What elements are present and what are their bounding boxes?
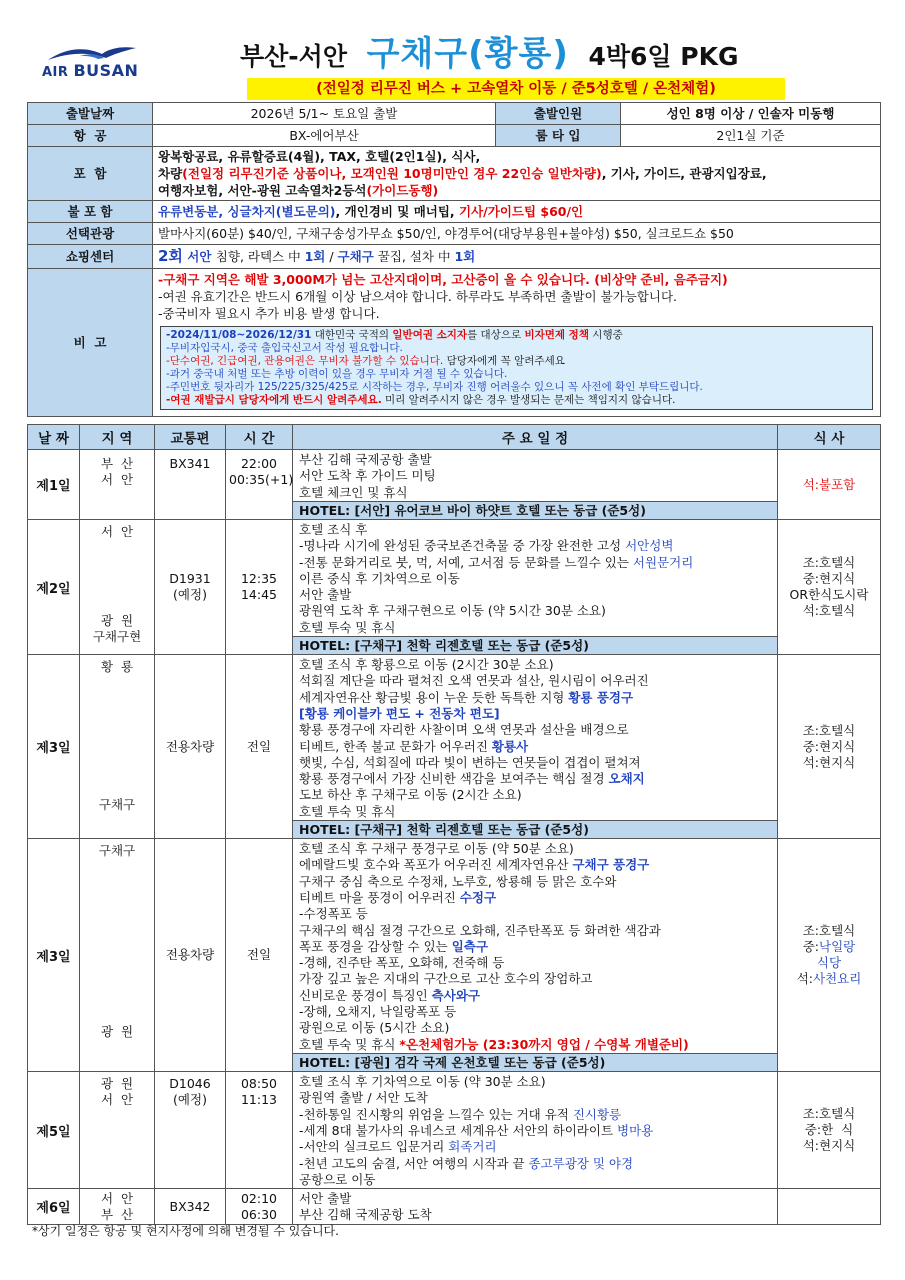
meal	[778, 839, 881, 1072]
itin-line: -장해, 오채지, 낙일랑폭포 등	[299, 1004, 457, 1020]
region-start: 구채구	[98, 843, 136, 859]
itin-line: 서안 출발	[299, 587, 352, 603]
time: 22:00 00:35(+1)	[226, 450, 293, 520]
depart-label: 출발날짜	[28, 103, 153, 125]
meal: 조:호텔식 중:한 식 석:현지식	[778, 1072, 881, 1189]
box-line-2: -무비자입국시, 중국 출입국신고서 작성 필요합니다.	[166, 342, 403, 354]
itin-line: 호텔 투숙 및 휴식 *온천체험가능 (23:30까지 영업 / 수영복 개별준비)	[299, 1036, 689, 1052]
time: 12:35 14:45	[226, 520, 293, 655]
day-label: 제2일	[28, 520, 80, 655]
box-line-4: -과거 중국내 처벌 또는 추방 이력이 있을 경우 무비자 거절 될 수 있습니다.	[166, 368, 508, 380]
region	[80, 839, 155, 1072]
incl-line-3: 여행자보험, 서안-광원 고속열차2등석(가이드동행)	[158, 183, 439, 198]
room-value: 2인1실 기준	[621, 125, 881, 147]
itin-line: 이른 중식 후 기차역으로 이동	[299, 570, 460, 586]
transport: D1931 (예정)	[155, 520, 226, 655]
itin-line: 구채구의 핵심 절경 구간으로 오화해, 진주탄폭포 등 화려한 색감과	[299, 922, 661, 938]
region-end: 구채구	[98, 797, 136, 813]
itin-line: 광원역 출발 / 서안 도착	[299, 1090, 428, 1106]
excl-value: 유류변동분, 싱글차지(별도문의), 개인경비 및 매너팁, 기사/가이드팁 $60/인	[153, 201, 881, 223]
meal-dinner: 석:사천요리	[796, 971, 862, 987]
itin-line: 가장 깊고 높은 지대의 구간으로 고산 호수의 장엄하고	[299, 971, 593, 987]
day-row	[28, 520, 881, 655]
title-pkg: 4박6일 PKG	[588, 42, 739, 71]
transport: BX341	[155, 450, 226, 520]
itinerary	[293, 520, 778, 655]
hotel-line: HOTEL: [광원] 검각 국제 온천호텔 또는 동급 (준5성)	[293, 1053, 777, 1071]
air-value: BX-에어부산	[153, 125, 496, 147]
day-row	[28, 839, 881, 1072]
region-end: 광 원 구채구현	[92, 613, 142, 644]
itin-line: 호텔 조식 후	[299, 522, 368, 537]
day-label: 제5일	[28, 1072, 80, 1189]
incl-label: 포 함	[28, 147, 153, 201]
note-value	[153, 269, 881, 417]
itin-line: 부산 김해 국제공항 출발	[299, 452, 432, 467]
day-row	[28, 1072, 881, 1189]
air-label: 항 공	[28, 125, 153, 147]
itin-line: 호텔 조식 후 기차역으로 이동 (약 30분 소요)	[299, 1074, 546, 1090]
itin-line: -경해, 진주탄 폭포, 오화해, 전죽해 등	[299, 955, 505, 971]
info-table	[27, 102, 881, 417]
meal-lunch: 중:낙일랑 식당	[802, 939, 856, 971]
col-transport: 교통편	[155, 425, 226, 450]
itin-line: -천년 고도의 숨결, 서안 여행의 시작과 끝 종고루광장 및 야경	[299, 1155, 634, 1171]
itinerary	[293, 655, 778, 839]
box-line-1: -2024/11/08~2026/12/31 대한민국 국적의 일반여권 소지자를 대상으로 비자면제 정책 시행중	[166, 329, 623, 341]
itin-line: 호텔 조식 후 황룡으로 이동 (2시간 30분 소요)	[299, 657, 554, 673]
hotel-line: HOTEL: [구채구] 천학 리젠호텔 또는 동급 (준5성)	[293, 820, 777, 838]
incl-line-2: 차량(전일정 리무진기준 상품이나, 모객인원 10명미만인 경우 22인승 일반차량), 기사, 가이드, 관광지입장료,	[158, 166, 767, 181]
excl-label: 불 포 함	[28, 201, 153, 223]
col-region: 지 역	[80, 425, 155, 450]
region	[80, 655, 155, 839]
itinerary	[293, 839, 778, 1072]
itin-line: 서안 도착 후 가이드 미팅	[299, 468, 436, 484]
meal: 조:호텔식 중:현지식 OR한식도시락 석:호텔식	[778, 520, 881, 655]
itin-line: 세계자연유산 황금빛 용이 누운 듯한 독특한 지형 황룡 풍경구	[299, 689, 634, 705]
itin-line: 부산 김해 국제공항 도착	[299, 1207, 432, 1223]
region: 서 안 부 산	[80, 1189, 155, 1225]
time: 전일	[226, 839, 293, 1072]
day-row	[28, 1189, 881, 1225]
note-line-2: -여권 유효기간은 반드시 6개월 이상 남으셔야 합니다. 하루라도 부족하면 출발이 불가능합니다.	[158, 289, 677, 304]
itin-line: 호텔 조식 후 구채구 풍경구로 이동 (약 50분 소요)	[299, 841, 574, 857]
footnote: *상기 일정은 항공 및 현지사정에 의해 변경될 수 있습니다.	[32, 1224, 339, 1238]
itin-line: 호텔 투숙 및 휴식	[299, 619, 396, 635]
itinerary	[293, 1072, 778, 1189]
transport: BX342	[155, 1189, 226, 1225]
title-main: 구채구(황룡)	[366, 34, 569, 74]
itinerary	[293, 1189, 778, 1225]
note-line-1: -구채구 지역은 해발 3,000M가 넘는 고산지대이며, 고산증이 올 수 있습니다. (비상약 준비, 음주금지)	[158, 272, 728, 287]
itin-line: 햇빛, 수심, 석회질에 따라 빛이 변하는 연못들이 겹겹이 펼쳐져	[299, 754, 641, 770]
time: 02:10 06:30	[226, 1189, 293, 1225]
col-day: 날 짜	[28, 425, 80, 450]
itin-line: 티베트, 한족 불교 문화가 어우러진 황룡사	[299, 738, 529, 754]
itin-line: 서안 출발	[299, 1191, 352, 1207]
itin-line: 황룡 풍경구에서 가장 신비한 색감을 보여주는 핵심 절경 오채지	[299, 771, 645, 787]
itin-line: 공항으로 이동	[299, 1171, 376, 1187]
depart-value: 2026년 5/1~ 토요일 출발	[153, 103, 496, 125]
pax-value: 성인 8명 이상 / 인솔자 미동행	[621, 103, 881, 125]
opt-value: 발마사지(60분) $40/인, 구채구송성가무쇼 $50/인, 야경투어(대당부용원+불야성) $50, 실크로드쇼 $50	[153, 223, 881, 245]
itin-line: -명나라 시기에 완성된 중국보존건축물 중 가장 완전한 고성 서안성벽	[299, 538, 674, 554]
time: 전일	[226, 655, 293, 839]
subtitle-banner: (전일정 리무진 버스 + 고속열차 이동 / 준5성호텔 / 온천체험)	[247, 78, 785, 100]
meal-breakfast: 조:호텔식	[802, 923, 856, 939]
itin-line: 광원역 도착 후 구채구현으로 이동 (약 5시간 30분 소요)	[299, 603, 606, 619]
itin-line: 호텔 투숙 및 휴식	[299, 803, 396, 819]
itin-line: 티베트 마을 풍경이 어우러진 수정구	[299, 889, 497, 905]
room-label: 룸 타 입	[496, 125, 621, 147]
shop-label: 쇼핑센터	[28, 245, 153, 269]
region-end: 광 원	[100, 1024, 134, 1040]
pax-label: 출발인원	[496, 103, 621, 125]
page-title	[240, 26, 840, 76]
visa-notice-box	[160, 326, 873, 410]
schedule-header-row	[28, 425, 881, 450]
title-route: 부산-서안	[240, 42, 347, 71]
day-row	[28, 450, 881, 520]
hotel-line: HOTEL: [서안] 유어코브 바이 하얏트 호텔 또는 동급 (준5성)	[293, 501, 777, 519]
transport: D1046 (예정)	[155, 1072, 226, 1189]
box-line-6: -여권 재발급시 담당자에게 반드시 알려주세요. 미리 알려주시지 않은 경우 발생되는 문제는 책임지지 않습니다.	[166, 394, 676, 406]
col-time: 시 간	[226, 425, 293, 450]
transport: 전용차량	[155, 655, 226, 839]
meal: 석:불포함	[778, 450, 881, 520]
hotel-line: HOTEL: [구채구] 천학 리젠호텔 또는 동급 (준5성)	[293, 636, 777, 654]
itin-line: -전통 문화거리로 붓, 먹, 서예, 고서점 등 문화를 느낄수 있는 서원문거리	[299, 554, 694, 570]
col-meal: 식 사	[778, 425, 881, 450]
itin-line: 석회질 계단을 따라 펼쳐진 오색 연못과 설산, 원시림이 어우러진	[299, 673, 649, 689]
itin-line: 호텔 체크인 및 휴식	[299, 484, 408, 500]
region: 광 원 서 안	[80, 1072, 155, 1189]
day-row	[28, 655, 881, 839]
shop-value: 2회 서안 침향, 라텍스 中 1회 / 구채구 꿀집, 설차 中 1회	[153, 245, 881, 269]
col-itinerary: 주 요 일 정	[293, 425, 778, 450]
day-label: 제3일	[28, 839, 80, 1072]
itin-line: -수정폭포 등	[299, 906, 368, 922]
page-header	[0, 0, 905, 100]
day-label: 제6일	[28, 1189, 80, 1225]
time: 08:50 11:13	[226, 1072, 293, 1189]
box-line-5: -주민번호 뒷자리가 125/225/325/425로 시작하는 경우, 무비자 진행 어려울수 있으니 꼭 사전에 확인 부탁드립니다.	[166, 381, 703, 393]
transport: 전용차량	[155, 839, 226, 1072]
logo-wordmark: AIR BUSAN	[42, 61, 139, 80]
itin-line: 황룡 풍경구에 자리한 사찰이며 오색 연못과 설산을 배경으로	[299, 722, 629, 738]
itin-line: 폭포 풍경을 감상할 수 있는 일측구	[299, 938, 488, 954]
note-label: 비 고	[28, 269, 153, 417]
itin-line: 도보 하산 후 구채구로 이동 (2시간 소요)	[299, 787, 522, 803]
region	[80, 520, 155, 655]
meal	[778, 1189, 881, 1225]
itin-line: -서안의 실크로드 입문거리 회족거리	[299, 1139, 497, 1155]
day-label: 제1일	[28, 450, 80, 520]
region-start: 황 룡	[100, 659, 134, 675]
itin-line: [황룡 케이블카 편도 + 전동차 편도]	[299, 705, 500, 721]
incl-line-1: 왕복항공료, 유류할증료(4월), TAX, 호텔(2인1실), 식사,	[158, 149, 481, 164]
incl-value	[153, 147, 881, 201]
box-line-3: -단수여권, 긴급여권, 관용여권은 무비자 불가할 수 있습니다. 담당자에게 꼭 알려주세요	[166, 355, 565, 367]
schedule-table	[27, 424, 881, 1225]
itin-line: -천하통일 진시황의 위엄을 느낄수 있는 거대 유적 진시황릉	[299, 1106, 622, 1122]
itin-line: -세계 8대 불가사의 유네스코 세계유산 서안의 하이라이트 병마용	[299, 1122, 654, 1138]
region-start: 서 안	[100, 524, 134, 539]
itin-line: 신비로운 풍경이 특징인 측사와구	[299, 987, 480, 1003]
note-line-3: -중국비자 필요시 추가 비용 발생 합니다.	[158, 306, 380, 321]
itin-line: 구채구 중심 축으로 수정채, 노루호, 쌍룡해 등 맑은 호수와	[299, 873, 617, 889]
opt-label: 선택관광	[28, 223, 153, 245]
itin-line: 에메랄드빛 호수와 폭포가 어우러진 세계자연유산 구채구 풍경구	[299, 857, 650, 873]
air-busan-logo	[40, 44, 140, 80]
itin-line: 광원으로 이동 (5시간 소요)	[299, 1020, 450, 1036]
region: 부 산 서 안	[80, 450, 155, 520]
day-label: 제3일	[28, 655, 80, 839]
itinerary	[293, 450, 778, 520]
meal: 조:호텔식 중:현지식 석:현지식	[778, 655, 881, 839]
